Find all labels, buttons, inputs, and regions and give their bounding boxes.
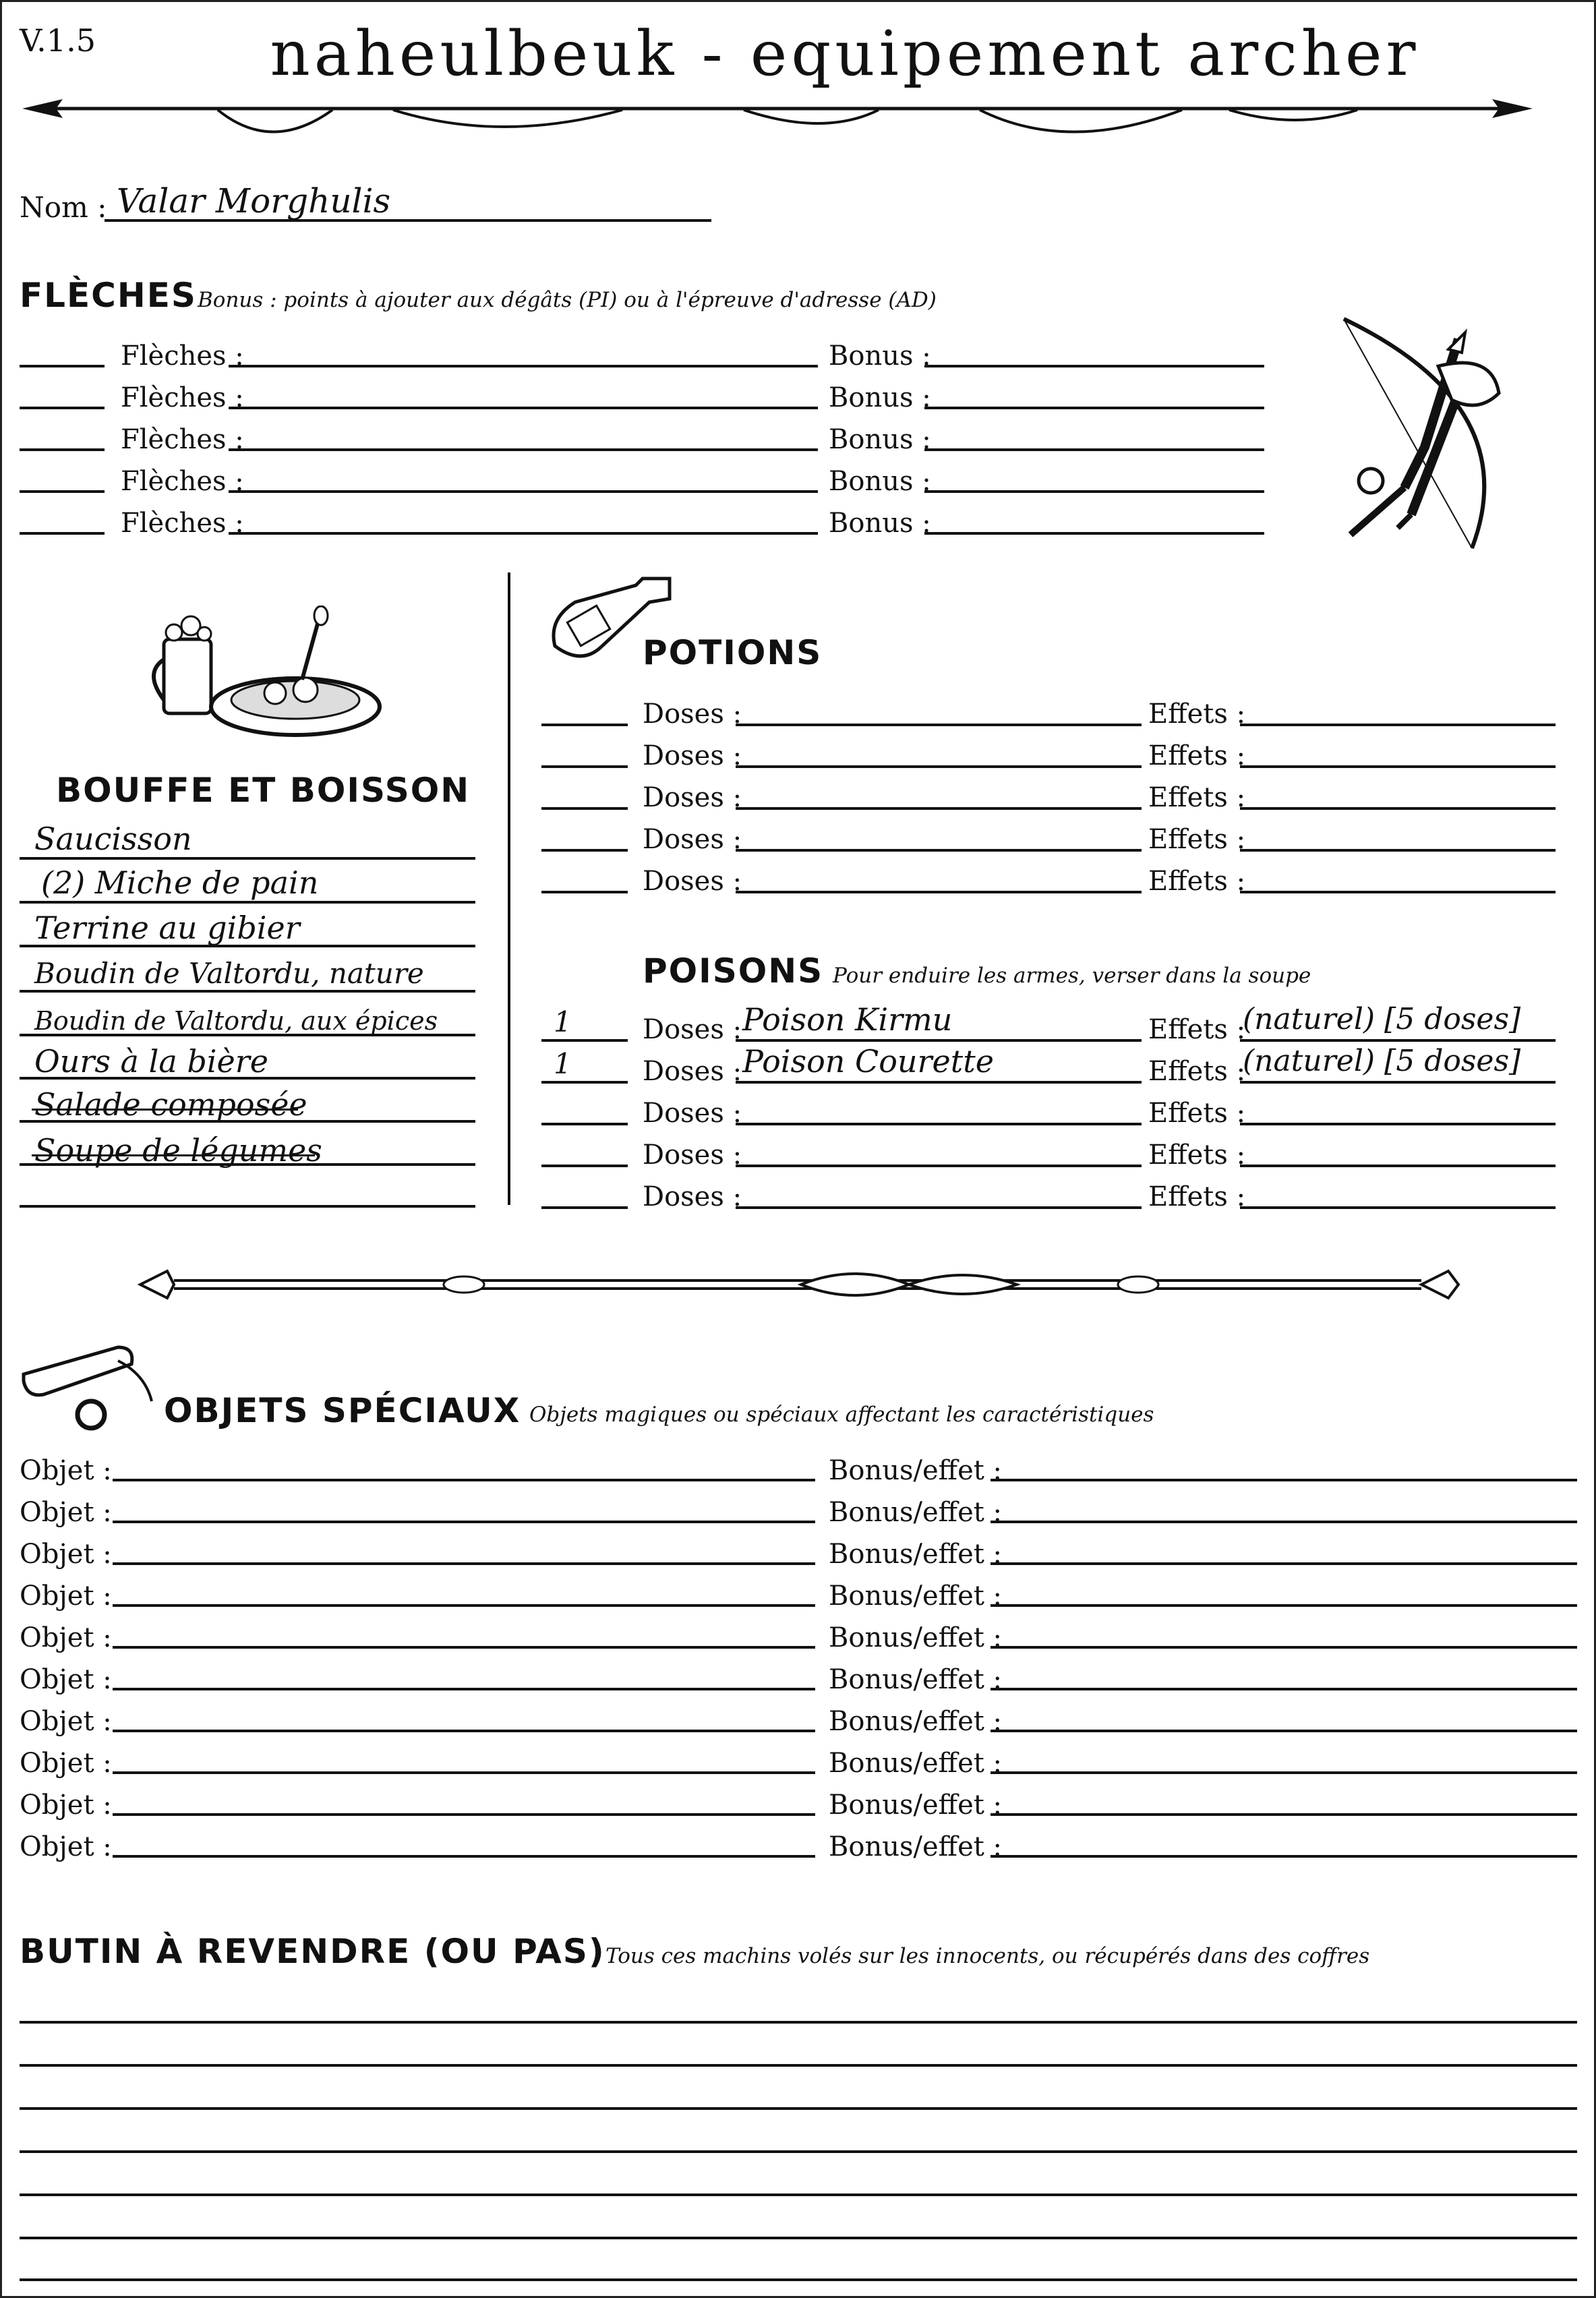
poison-qty-value[interactable]: 1: [554, 1005, 572, 1038]
objet-bonus-label: Bonus/effet :: [829, 1581, 1003, 1612]
fleches-bonus-label: Bonus :: [829, 508, 931, 539]
fleches-bonus-line[interactable]: [924, 532, 1264, 535]
page-title: naheulbeuk - equipement archer: [270, 18, 1420, 90]
potion-effets-label: Effets :: [1148, 824, 1246, 855]
potion-doses-label: Doses :: [643, 740, 742, 771]
objet-label: Objet :: [20, 1748, 112, 1779]
poison-effets-line[interactable]: [1240, 1123, 1556, 1125]
poison-qty-line[interactable]: [541, 1165, 628, 1167]
bouffe-line: [20, 857, 475, 860]
fleches-bonus-line[interactable]: [924, 448, 1264, 451]
potion-doses-label: Doses :: [643, 699, 742, 730]
bouffe-line: [20, 945, 475, 947]
objet-bonus-line[interactable]: [991, 1855, 1577, 1858]
objet-bonus-line[interactable]: [991, 1730, 1577, 1732]
poison-name-value[interactable]: Poison Courette: [742, 1043, 994, 1080]
objet-label: Objet :: [20, 1497, 112, 1528]
poison-effets-label: Effets :: [1148, 1014, 1246, 1045]
objet-name-line[interactable]: [113, 1521, 815, 1523]
objet-bonus-line[interactable]: [991, 1562, 1577, 1565]
fleches-bonus-label: Bonus :: [829, 382, 931, 413]
poison-effets-label: Effets :: [1148, 1140, 1246, 1171]
objets-title: OBJETS SPÉCIAUX: [164, 1391, 521, 1430]
butin-line[interactable]: [20, 2150, 1577, 2153]
butin-line[interactable]: [20, 2107, 1577, 2110]
potion-name-line[interactable]: [736, 807, 1142, 810]
fleches-bonus-label: Bonus :: [829, 341, 931, 372]
bouffe-item[interactable]: Soupe de légumes: [34, 1132, 322, 1169]
poison-doses-label: Doses :: [643, 1014, 742, 1045]
objet-label: Objet :: [20, 1455, 112, 1486]
fleches-qty-line[interactable]: [20, 490, 105, 493]
fleches-qty-line[interactable]: [20, 448, 105, 451]
poison-effets-label: Effets :: [1148, 1056, 1246, 1087]
objet-bonus-line[interactable]: [991, 1646, 1577, 1649]
bouffe-line: [20, 990, 475, 993]
butin-line[interactable]: [20, 2237, 1577, 2239]
potions-title: POTIONS: [643, 633, 823, 672]
butin-note: Tous ces machins volés sur les innocents, ou récupérés dans des coffres: [605, 1944, 1370, 1968]
poison-name-value[interactable]: Poison Kirmu: [742, 1001, 953, 1038]
bouffe-item[interactable]: Terrine au gibier: [34, 910, 300, 946]
potion-effets-line[interactable]: [1240, 891, 1556, 893]
poison-qty-line[interactable]: [541, 1123, 628, 1125]
poison-name-line[interactable]: [736, 1123, 1142, 1125]
poison-qty-value[interactable]: 1: [554, 1047, 572, 1080]
objet-label: Objet :: [20, 1664, 112, 1695]
objet-bonus-line[interactable]: [991, 1688, 1577, 1690]
fleches-bonus-line[interactable]: [924, 407, 1264, 409]
bouffe-item[interactable]: Boudin de Valtordu, nature: [34, 957, 424, 990]
fleches-name-line[interactable]: [229, 448, 818, 451]
poison-doses-label: Doses :: [643, 1098, 742, 1129]
bouffe-line: [20, 1034, 475, 1036]
potion-name-line[interactable]: [736, 765, 1142, 768]
fleches-row-label: Flèches :: [121, 424, 244, 455]
bouffe-line: [20, 1077, 475, 1080]
fleches-row-label: Flèches :: [121, 466, 244, 497]
potion-name-line[interactable]: [736, 891, 1142, 893]
objet-label: Objet :: [20, 1706, 112, 1737]
poison-doses-label: Doses :: [643, 1140, 742, 1171]
butin-line[interactable]: [20, 2021, 1577, 2024]
butin-title: BUTIN À REVENDRE (OU PAS): [20, 1932, 605, 1971]
poison-doses-label: Doses :: [643, 1181, 742, 1212]
objet-label: Objet :: [20, 1622, 112, 1653]
objet-bonus-label: Bonus/effet :: [829, 1539, 1003, 1570]
poison-effets-label: Effets :: [1148, 1181, 1246, 1212]
poison-qty-line[interactable]: [541, 1206, 628, 1209]
potion-effets-label: Effets :: [1148, 740, 1246, 771]
poison-effets-line[interactable]: [1240, 1206, 1556, 1209]
objet-name-line[interactable]: [113, 1855, 815, 1858]
objet-name-line[interactable]: [113, 1604, 815, 1607]
bouffe-item[interactable]: (2) Miche de pain: [41, 864, 319, 901]
objet-bonus-label: Bonus/effet :: [829, 1455, 1003, 1486]
poison-name-line[interactable]: [736, 1081, 1142, 1084]
food-and-drink-icon: [140, 606, 383, 740]
potion-name-line[interactable]: [736, 849, 1142, 852]
objet-bonus-label: Bonus/effet :: [829, 1706, 1003, 1737]
objet-name-line[interactable]: [113, 1813, 815, 1816]
objet-bonus-line[interactable]: [991, 1521, 1577, 1523]
potion-effets-label: Effets :: [1148, 699, 1246, 730]
poison-doses-label: Doses :: [643, 1056, 742, 1087]
bouffe-title: BOUFFE ET BOISSON: [56, 771, 471, 810]
objet-bonus-label: Bonus/effet :: [829, 1664, 1003, 1695]
objet-bonus-label: Bonus/effet :: [829, 1748, 1003, 1779]
potion-doses-label: Doses :: [643, 782, 742, 813]
potion-qty-line[interactable]: [541, 807, 628, 810]
potion-doses-label: Doses :: [643, 866, 742, 897]
nom-value[interactable]: Valar Morghulis: [117, 181, 391, 220]
objet-label: Objet :: [20, 1790, 112, 1821]
objet-bonus-line[interactable]: [991, 1813, 1577, 1816]
objet-bonus-line[interactable]: [991, 1479, 1577, 1481]
potion-qty-line[interactable]: [541, 891, 628, 893]
bouffe-line: [20, 1120, 475, 1123]
arrow-divider-icon: [16, 90, 1539, 150]
poison-qty-line[interactable]: [541, 1081, 628, 1084]
poison-name-line[interactable]: [736, 1039, 1142, 1042]
fleches-bonus-label: Bonus :: [829, 466, 931, 497]
fleches-qty-line[interactable]: [20, 407, 105, 409]
fleches-name-line[interactable]: [229, 407, 818, 409]
bouffe-item[interactable]: Boudin de Valtordu, aux épices: [34, 1006, 438, 1036]
poison-qty-line[interactable]: [541, 1039, 628, 1042]
poison-effet-value[interactable]: (naturel) [5 doses]: [1243, 1044, 1521, 1078]
potion-qty-line[interactable]: [541, 765, 628, 768]
bouffe-strike: [32, 1109, 298, 1111]
poison-effet-value[interactable]: (naturel) [5 doses]: [1243, 1002, 1521, 1036]
scroll-and-ring-icon: [17, 1334, 158, 1435]
poisons-title: POISONS: [643, 951, 824, 991]
potion-effets-label: Effets :: [1148, 782, 1246, 813]
version-label: V.1.5: [20, 22, 96, 59]
fleches-qty-line[interactable]: [20, 532, 105, 535]
nom-label: Nom :: [20, 191, 107, 224]
objet-bonus-label: Bonus/effet :: [829, 1831, 1003, 1862]
objets-note: Objets magiques ou spéciaux affectant les caractéristiques: [529, 1403, 1154, 1427]
potion-effets-line[interactable]: [1240, 807, 1556, 810]
fleches-row-label: Flèches :: [121, 382, 244, 413]
butin-line[interactable]: [20, 2193, 1577, 2196]
objet-name-line[interactable]: [113, 1688, 815, 1690]
staff-divider-icon: [127, 1256, 1469, 1310]
poison-effets-line[interactable]: [1240, 1081, 1556, 1084]
potion-effets-line[interactable]: [1240, 765, 1556, 768]
poison-name-line[interactable]: [736, 1206, 1142, 1209]
objet-name-line[interactable]: [113, 1562, 815, 1565]
poison-name-line[interactable]: [736, 1165, 1142, 1167]
objet-name-line[interactable]: [113, 1479, 815, 1481]
poison-effets-line[interactable]: [1240, 1039, 1556, 1042]
potion-effets-line[interactable]: [1240, 849, 1556, 852]
fleches-bonus-label: Bonus :: [829, 424, 931, 455]
bouffe-line: [20, 901, 475, 904]
objet-bonus-label: Bonus/effet :: [829, 1622, 1003, 1653]
objet-label: Objet :: [20, 1539, 112, 1570]
poison-effets-line[interactable]: [1240, 1165, 1556, 1167]
bouffe-line: [20, 1205, 475, 1208]
poisons-note: Pour enduire les armes, verser dans la soupe: [833, 964, 1311, 988]
potion-qty-line[interactable]: [541, 849, 628, 852]
column-divider: [508, 572, 510, 1205]
butin-line[interactable]: [20, 2278, 1577, 2281]
objet-name-line[interactable]: [113, 1646, 815, 1649]
bouffe-line: [20, 1163, 475, 1166]
potion-effets-label: Effets :: [1148, 866, 1246, 897]
fleches-row-label: Flèches :: [121, 341, 244, 372]
poison-effets-label: Effets :: [1148, 1098, 1246, 1129]
potion-doses-label: Doses :: [643, 824, 742, 855]
bouffe-item[interactable]: Salade composée: [34, 1086, 307, 1123]
butin-line[interactable]: [20, 2064, 1577, 2067]
fleches-bonus-line[interactable]: [924, 490, 1264, 493]
fleches-name-line[interactable]: [229, 532, 818, 535]
fleches-bonus-line[interactable]: [924, 365, 1264, 367]
bouffe-item[interactable]: Saucisson: [34, 821, 192, 857]
crossed-sword-axe-bow-icon: [1324, 312, 1553, 555]
nom-line: [105, 219, 711, 222]
objet-label: Objet :: [20, 1581, 112, 1612]
objet-label: Objet :: [20, 1831, 112, 1862]
fleches-row-label: Flèches :: [121, 508, 244, 539]
objet-name-line[interactable]: [113, 1771, 815, 1774]
bouffe-strike: [32, 1154, 315, 1156]
potion-qty-line[interactable]: [541, 724, 628, 726]
objet-name-line[interactable]: [113, 1730, 815, 1732]
objet-bonus-label: Bonus/effet :: [829, 1497, 1003, 1528]
objet-bonus-line[interactable]: [991, 1604, 1577, 1607]
potion-effets-line[interactable]: [1240, 724, 1556, 726]
objet-bonus-label: Bonus/effet :: [829, 1790, 1003, 1821]
bouffe-item[interactable]: Ours à la bière: [34, 1043, 268, 1080]
fleches-name-line[interactable]: [229, 365, 818, 367]
fleches-qty-line[interactable]: [20, 365, 105, 367]
objet-bonus-line[interactable]: [991, 1771, 1577, 1774]
fleches-name-line[interactable]: [229, 490, 818, 493]
potion-name-line[interactable]: [736, 724, 1142, 726]
fleches-title: FLÈCHES: [20, 276, 197, 315]
fleches-note: Bonus : points à ajouter aux dégâts (PI) ou à l'épreuve d'adresse (AD): [198, 288, 937, 312]
